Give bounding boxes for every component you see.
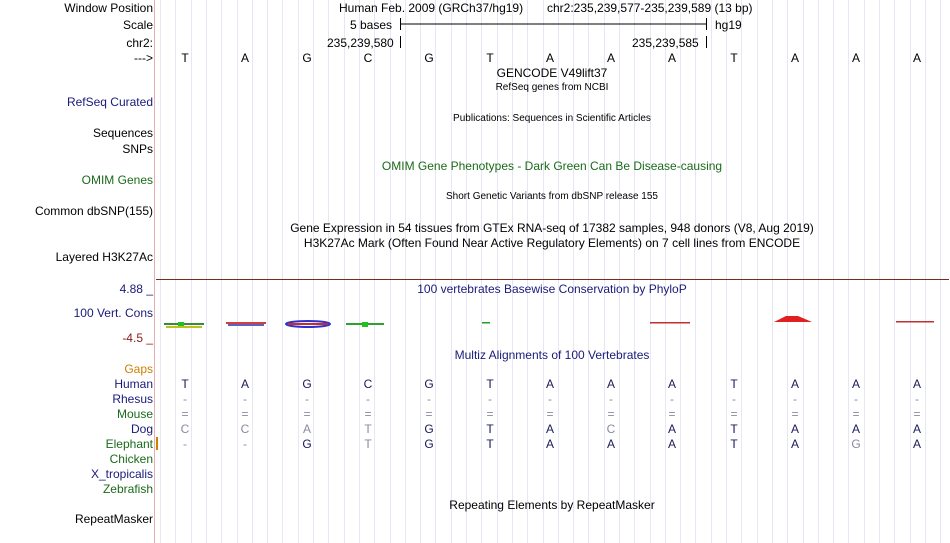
gaps-label[interactable]: Gaps (124, 362, 153, 376)
species-label-zebrafish[interactable]: Zebrafish (102, 482, 153, 496)
aligned-base: G (851, 437, 861, 451)
aligned-base: T (486, 377, 494, 391)
phylop-track-title[interactable]: 100 vertebrates Basewise Conservation by PhyloP (417, 282, 687, 296)
sequence-base: C (363, 51, 373, 65)
grid-line (910, 0, 911, 543)
grid-line (925, 0, 926, 543)
aligned-base: T (364, 437, 372, 451)
aligned-base: G (302, 377, 312, 391)
sequence-base: A (790, 51, 799, 65)
grid-line (803, 0, 804, 543)
sequence-base: A (851, 51, 860, 65)
grid-line (695, 0, 696, 543)
aligned-base: T (181, 377, 189, 391)
omim-pheno-title[interactable]: OMIM Gene Phenotypes - Dark Green Can Be Disease-causing (381, 159, 723, 173)
publications-track-title[interactable]: Publications: Sequences in Scientific Articles (453, 113, 651, 124)
phylop-mark-4 (346, 322, 384, 327)
aligned-base: A (912, 422, 921, 436)
phylop-mark-7 (774, 316, 812, 322)
sequence-base: G (424, 51, 434, 65)
phylop-mark-5 (482, 322, 490, 324)
aligned-base: A (240, 377, 249, 391)
grid-line (175, 0, 176, 543)
grid-line (191, 0, 192, 543)
grid-line (466, 0, 467, 543)
grid-line (481, 0, 482, 543)
grid-line (741, 0, 742, 543)
phylop-mark-1 (164, 322, 204, 328)
refseq-track-desc: RefSeq genes from NCBI (495, 82, 609, 93)
sequence-base: A (667, 51, 676, 65)
grid-line (665, 0, 666, 543)
aligned-base: A (545, 377, 554, 391)
aligned-base: - (793, 392, 797, 406)
aligned-base: T (730, 377, 738, 391)
phylop-mark-3 (286, 321, 330, 327)
aligned-base: - (243, 437, 247, 451)
aligned-base: A (545, 437, 554, 451)
aligned-base: = (730, 407, 738, 421)
grid-line (237, 0, 238, 543)
window-position-label: Window Position (64, 1, 153, 15)
grid-line (252, 0, 253, 543)
grid-line (894, 0, 895, 543)
sequence-base: A (606, 51, 615, 65)
strand-label[interactable]: ---> (134, 51, 153, 65)
grid-line (420, 0, 421, 543)
omim-genes-label[interactable]: OMIM Genes (81, 173, 153, 187)
aligned-base: = (181, 407, 189, 421)
aligned-base: A (912, 437, 921, 451)
assembly-title: Human Feb. 2009 (GRCh37/hg19) (339, 1, 524, 15)
common-dbsnp-label[interactable]: Common dbSNP(155) (34, 204, 153, 218)
grid-line (451, 0, 452, 543)
aligned-base: A (545, 422, 554, 436)
sequence-base: T (181, 51, 189, 65)
aligned-base: - (732, 392, 736, 406)
phylop-mark-2 (226, 322, 266, 326)
scale-db: hg19 (715, 18, 742, 32)
grid-line (313, 0, 314, 543)
gtex-track-title[interactable]: Gene Expression in 54 tissues from GTEx RNA-seq of 17382 samples, 948 donors (V8, Aug 2019) (290, 221, 814, 235)
aligned-base: T (364, 422, 372, 436)
aligned-base: C (180, 422, 190, 436)
repeatmasker-track-title[interactable]: Repeating Elements by RepeatMasker (449, 498, 655, 512)
snps-label[interactable]: SNPs (122, 142, 153, 156)
aligned-base: = (486, 407, 494, 421)
gencode-track-title[interactable]: GENCODE V49lift37 (496, 66, 608, 80)
sequences-label[interactable]: Sequences (92, 126, 153, 140)
grid-line (650, 0, 651, 543)
aligned-base: - (183, 392, 187, 406)
coord-left: 235,239,580 (327, 36, 394, 50)
aligned-base: A (790, 377, 799, 391)
coord-right: 235,239,585 (632, 36, 699, 50)
grid-line (634, 0, 635, 543)
aligned-base: T (486, 422, 494, 436)
scale-text: 5 bases (350, 18, 393, 32)
grid-line (757, 0, 758, 543)
gap-marker (156, 437, 158, 450)
sequence-base: T (730, 51, 738, 65)
grid-line (864, 0, 865, 543)
aligned-base: = (791, 407, 799, 421)
grid-line (818, 0, 819, 543)
aligned-base: A (790, 422, 799, 436)
chrom-label: chr2: (126, 36, 153, 50)
grid-line (833, 0, 834, 543)
aligned-base: = (364, 407, 372, 421)
aligned-base: - (548, 392, 552, 406)
aligned-base: = (546, 407, 554, 421)
phylop-graph[interactable] (156, 310, 949, 334)
aligned-base: = (607, 407, 615, 421)
aligned-base: C (240, 422, 250, 436)
repeatmasker-label[interactable]: RepeatMasker (74, 512, 153, 526)
aligned-base: A (667, 422, 676, 436)
aligned-base: T (730, 422, 738, 436)
aligned-base: - (183, 437, 187, 451)
sequence-base: T (486, 51, 494, 65)
grid-line (344, 0, 345, 543)
grid-line (221, 0, 222, 543)
aligned-base: - (915, 392, 919, 406)
grid-line (328, 0, 329, 543)
phylop-mark-6 (650, 322, 690, 324)
aligned-base: - (243, 392, 247, 406)
aligned-base: G (424, 377, 434, 391)
track-separator (156, 279, 949, 280)
grid-line (206, 0, 207, 543)
grid-line (680, 0, 681, 543)
grid-line (282, 0, 283, 543)
grid-line (619, 0, 620, 543)
species-label-mouse[interactable]: Mouse (116, 407, 153, 421)
species-label-x-tropicalis[interactable]: X_tropicalis (90, 467, 153, 481)
label-divider (154, 0, 155, 543)
aligned-base: = (668, 407, 676, 421)
aligned-base: = (852, 407, 860, 421)
aligned-base: A (667, 377, 676, 391)
refseq-curated-label[interactable]: RefSeq Curated (66, 95, 153, 109)
aligned-base: A (606, 437, 615, 451)
grid-line (848, 0, 849, 543)
scale-label: Scale (122, 18, 153, 32)
aligned-base: G (424, 437, 434, 451)
aligned-base: A (790, 437, 799, 451)
grid-line (879, 0, 880, 543)
aligned-base: - (427, 392, 431, 406)
window-coords[interactable]: chr2:235,239,577-235,239,589 (13 bp) (547, 1, 753, 15)
grid-line (160, 0, 161, 543)
aligned-base: A (606, 377, 615, 391)
grid-line (711, 0, 712, 543)
aligned-base: - (670, 392, 674, 406)
aligned-base: T (730, 437, 738, 451)
aligned-base: A (851, 422, 860, 436)
aligned-base: - (366, 392, 370, 406)
aligned-base: A (302, 422, 311, 436)
aligned-base: C (606, 422, 616, 436)
grid-line (359, 0, 360, 543)
multiz-track-title[interactable]: Multiz Alignments of 100 Vertebrates (454, 348, 650, 362)
aligned-base: = (241, 407, 249, 421)
h3k27ac-track-title[interactable]: H3K27Ac Mark (Often Found Near Active Regulatory Elements) on 7 cell lines from ENCODE (303, 236, 801, 250)
grid-line (787, 0, 788, 543)
phylop-min-label: -4.5 _ (122, 331, 153, 345)
grid-line (374, 0, 375, 543)
aligned-base: G (302, 437, 312, 451)
aligned-base: - (609, 392, 613, 406)
aligned-base: G (424, 422, 434, 436)
aligned-base: A (667, 437, 676, 451)
aligned-base: - (305, 392, 309, 406)
species-label-elephant[interactable]: Elephant (105, 437, 153, 451)
species-label-human[interactable]: Human (114, 377, 153, 391)
grid-line (405, 0, 406, 543)
grid-line (390, 0, 391, 543)
grid-line (435, 0, 436, 543)
aligned-base: = (913, 407, 921, 421)
aligned-base: = (303, 407, 311, 421)
aligned-base: - (854, 392, 858, 406)
aligned-base: A (912, 377, 921, 391)
grid-line (267, 0, 268, 543)
grid-line (298, 0, 299, 543)
aligned-base: - (488, 392, 492, 406)
sequence-base: G (302, 51, 312, 65)
grid-line (772, 0, 773, 543)
grid-line (940, 0, 941, 543)
species-label-chicken[interactable]: Chicken (109, 452, 153, 466)
grid-line (726, 0, 727, 543)
vert-cons-label[interactable]: 100 Vert. Cons (73, 306, 153, 320)
sequence-base: A (240, 51, 249, 65)
species-label-rhesus[interactable]: Rhesus (112, 392, 153, 406)
sequence-base: A (545, 51, 554, 65)
dbsnp-track-desc[interactable]: Short Genetic Variants from dbSNP release 155 (446, 191, 658, 202)
aligned-base: A (851, 377, 860, 391)
phylop-max-label: 4.88 _ (119, 282, 153, 296)
aligned-base: = (425, 407, 433, 421)
aligned-base: T (486, 437, 494, 451)
sequence-base: A (912, 51, 921, 65)
phylop-mark-8 (896, 321, 934, 323)
species-label-dog[interactable]: Dog (130, 422, 153, 436)
layered-h3k27ac-label[interactable]: Layered H3K27Ac (55, 250, 153, 264)
aligned-base: C (363, 377, 373, 391)
